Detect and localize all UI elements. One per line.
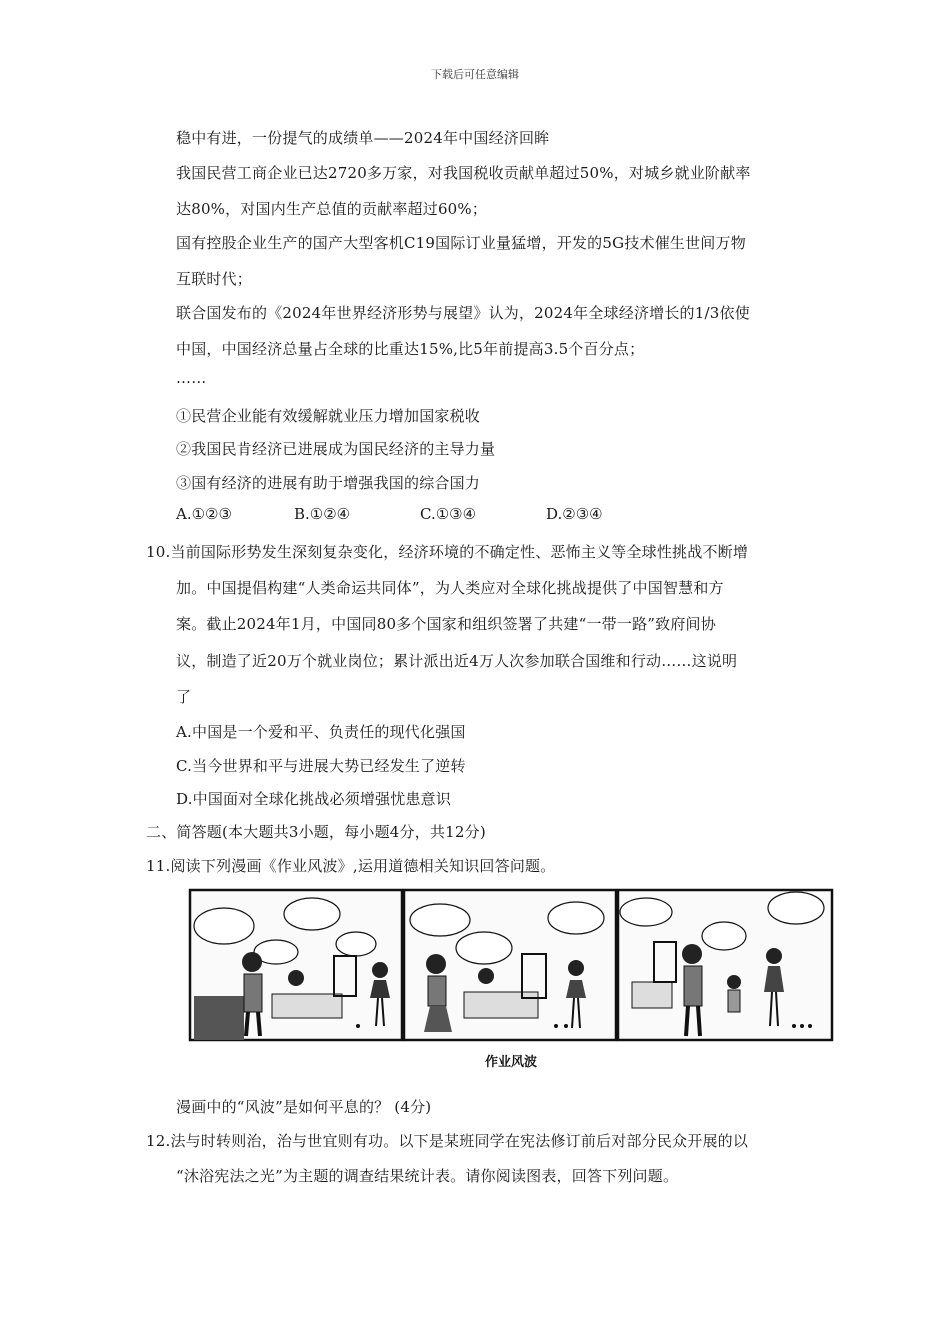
- q9-option-a: A.①②③: [176, 505, 232, 523]
- q9-option-b: B.①②④: [294, 505, 351, 523]
- q9-para2-line1: 国有控股企业生产的国产大型客机C19国际订业量猛增，开发的5G技术催生世间万物: [176, 234, 746, 252]
- q9-para3-line2: 中国，中国经济总量占全球的比重达15%,比5年前提高3.5个百分点；: [176, 340, 645, 358]
- q9-option-d: D.②③④: [546, 505, 603, 523]
- q10-line5: 了: [176, 688, 192, 706]
- q11-line1: 11.阅读下列漫画《作业风波》,运用道德相关知识回答问题。: [146, 857, 556, 875]
- q9-ellipsis: ……: [176, 369, 207, 387]
- q10-line1: 10.当前国际形势发生深刻复杂变化，经济环境的不确定性、恶怖主义等全球性挑战不断增: [146, 543, 749, 561]
- comic-caption: 作业风波: [484, 1055, 538, 1070]
- q10-line3: 案。截止2024年1月，中国同80多个国家和组织签署了共建“一带一路”致府间协: [176, 615, 716, 633]
- comic-strip-image: [184, 886, 838, 1072]
- section-2-heading: 二、简答题(本大题共3小题，每小题4分，共12分): [146, 823, 486, 841]
- q11-question: 漫画中的“风波”是如何平息的？ (4分): [176, 1098, 432, 1116]
- q10-option-a: A.中国是一个爱和平、负责任的现代化强国: [176, 723, 466, 741]
- q9-para3-line1: 联合国发布的《2024年世界经济形势与展望》认为，2024年全球经济增长的1/3依使: [176, 304, 750, 322]
- q9-item-3: ③国有经济的进展有助于增强我国的综合国力: [176, 474, 481, 492]
- q12-line2: “沐浴宪法之光”为主题的调查结果统计表。请你阅读图表，回答下列问题。: [176, 1167, 679, 1185]
- q9-para1-line2: 达80%，对国内生产总值的贡献率超过60%；: [176, 200, 488, 218]
- q10-line2: 加。中国提倡构建“人类命运共同体”，为人类应对全球化挑战提供了中国智慧和方: [176, 579, 724, 597]
- q10-option-d: D.中国面对全球化挑战必须增强忧患意识: [176, 790, 452, 808]
- q10-option-c: C.当今世界和平与进展大势已经发生了逆转: [176, 757, 466, 775]
- q9-item-2: ②我国民肯经济已进展成为国民经济的主导力量: [176, 440, 496, 458]
- q9-para2-line2: 互联时代；: [176, 270, 253, 288]
- q9-para1-line1: 我国民营工商企业已达2720多万家，对我国税收贡献单超过50%，对城乡就业阶献率: [176, 164, 751, 182]
- q9-title: 稳中有进，一份提气的成绩单——2024年中国经济回眸: [176, 129, 550, 147]
- q9-option-c: C.①③④: [420, 505, 477, 523]
- page-header: 下载后可任意编辑: [431, 68, 519, 81]
- q9-item-1: ①民营企业能有效缓解就业压力增加国家税收: [176, 407, 481, 425]
- q12-line1: 12.法与时转则治，治与世宜则有功。以下是某班同学在宪法修订前后对部分民众开展的以: [146, 1132, 749, 1150]
- q10-line4: 议，制造了近20万个就业岗位；累计派出近4万人次参加联合国维和行动……这说明: [176, 652, 738, 670]
